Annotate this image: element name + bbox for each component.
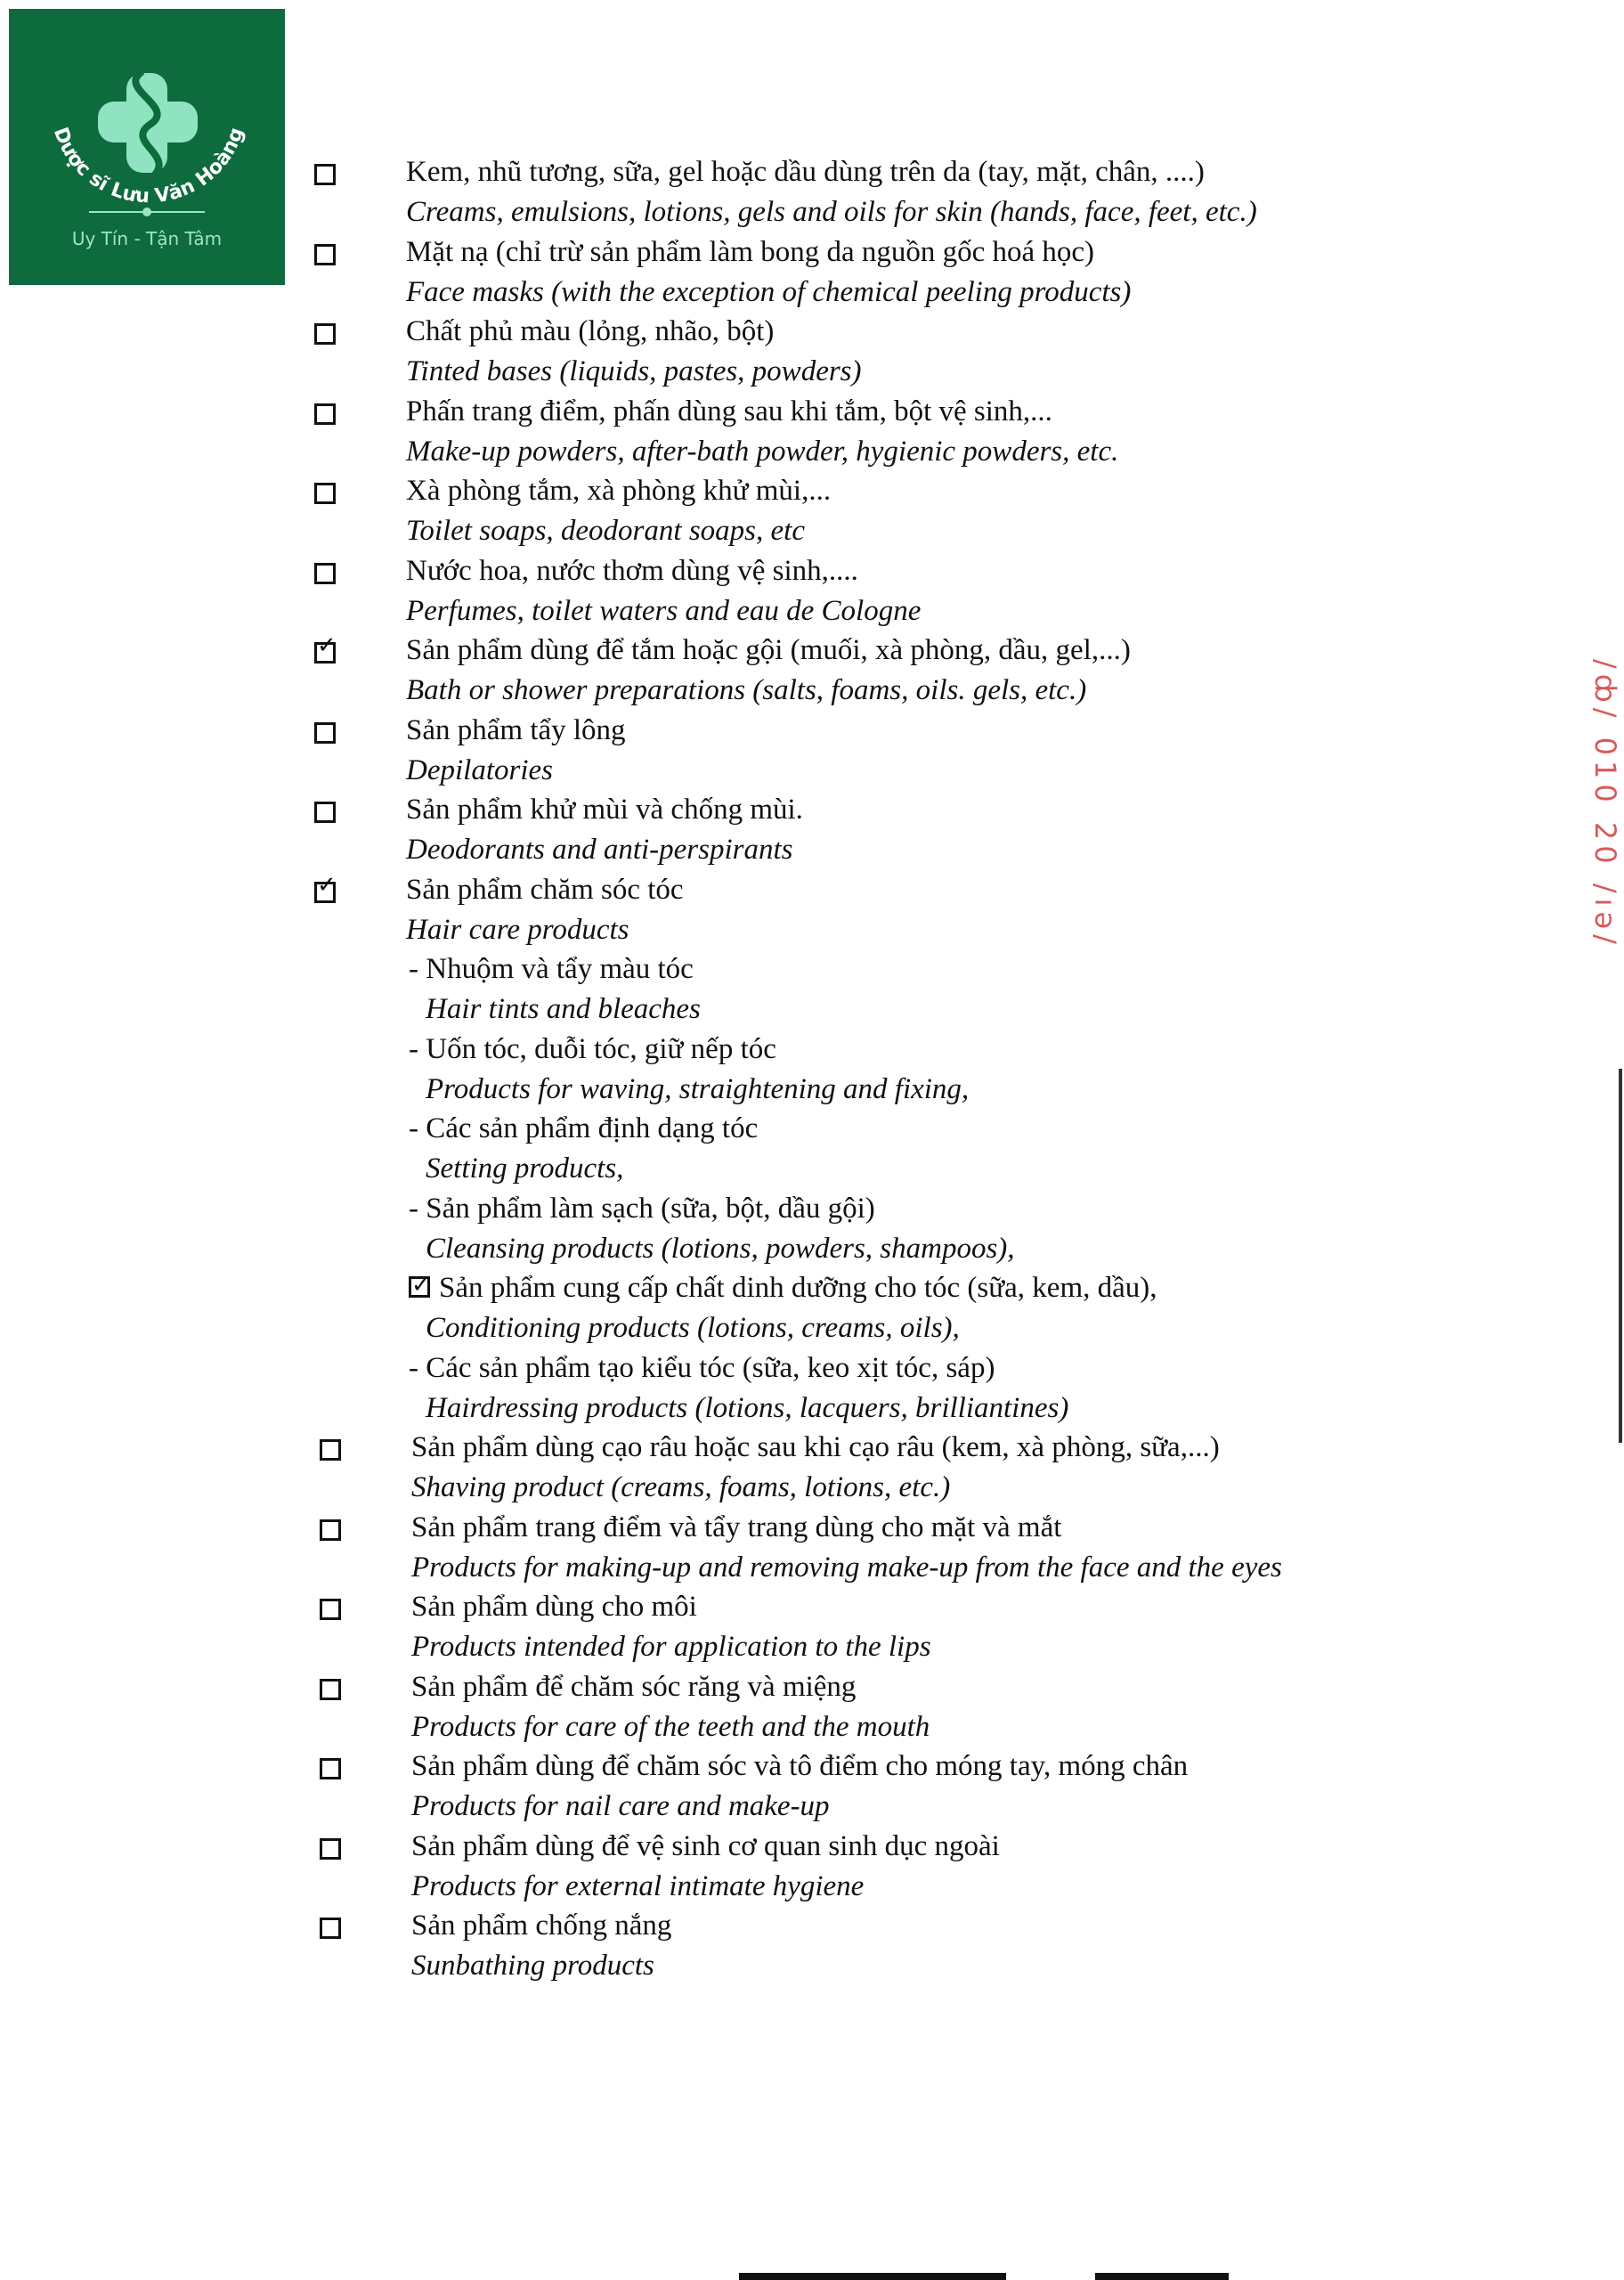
category-item-text-vi: Sản phẩm chống nắng — [411, 1910, 672, 1942]
bottom-scan-mark — [739, 2273, 1006, 2280]
category-item-label-vi — [406, 393, 1052, 430]
category-item-text-vi: Sản phẩm dùng cạo râu hoặc sau khi cạo râu (kem, xà phòng, sữa,...) — [411, 1431, 1220, 1463]
checkbox[interactable] — [314, 164, 336, 185]
category-item-label-en — [411, 1868, 864, 1905]
checkbox[interactable] — [320, 1758, 341, 1779]
category-item-label-en — [411, 1947, 654, 1984]
checkbox[interactable] — [320, 1679, 341, 1700]
category-item-label-vi — [406, 153, 1205, 191]
category-item-text-vi: Chất phủ màu (lỏng, nhão, bột) — [406, 315, 775, 347]
bottom-scan-mark — [1095, 2273, 1229, 2280]
category-item-label-vi — [411, 1668, 856, 1706]
category-item-label-en — [406, 831, 793, 868]
category-item-text-en: Hair care products — [406, 913, 629, 946]
category-item-text-en: Bath or shower preparations (salts, foams, oils. gels, etc.) — [406, 674, 1087, 706]
category-item-label-en — [411, 1628, 931, 1665]
category-item-label-en — [406, 672, 1086, 709]
category-item-text-en: Sunbathing products — [411, 1950, 654, 1982]
hair-subitem-text-vi: - Các sản phẩm định dạng tóc — [409, 1112, 759, 1144]
category-item-text-vi: Sản phẩm chăm sóc tóc — [406, 873, 684, 906]
category-item-label-vi — [411, 1747, 1188, 1785]
hair-subitem-text-vi: - Nhuộm và tẩy màu tóc — [409, 953, 694, 985]
category-item-label-vi — [406, 631, 1131, 669]
hair-subitem-text-en: Setting products, — [426, 1152, 624, 1185]
checkbox[interactable] — [320, 1918, 341, 1939]
category-item-text-vi: Sản phẩm dùng để chăm sóc và tô điểm cho móng tay, móng chân — [411, 1750, 1189, 1782]
margin-bar — [1619, 1069, 1622, 1443]
category-item-text-vi: Sản phẩm khử mùi và chống mùi. — [406, 794, 803, 826]
category-item-label-vi — [411, 1907, 671, 1944]
hair-subitem-text-vi: - Các sản phẩm tạo kiểu tóc (sữa, keo xịt tóc, sáp) — [409, 1351, 995, 1384]
category-item-text-en: Products for external intimate hygiene — [411, 1869, 865, 1902]
logo-arc-text: Dược sĩ Lưu Văn Hoàng — [48, 124, 249, 208]
category-item-text-en: Toilet soaps, deodorant soaps, etc — [406, 515, 805, 547]
category-item-label-en — [406, 512, 805, 550]
category-item-label-en — [411, 1708, 930, 1746]
category-item-text-en: Tinted bases (liquids, pastes, powders) — [406, 355, 862, 387]
category-item-text-vi: Phấn trang điểm, phấn dùng sau khi tắm, bột vệ sinh,... — [406, 395, 1052, 428]
category-item-text-en: Depilatories — [406, 753, 553, 786]
category-item-text-en: Make-up powders, after-bath powder, hygienic powders, etc. — [406, 435, 1119, 468]
category-item-label-en — [411, 1787, 830, 1825]
category-item-text-vi: Sản phẩm trang điểm và tẩy trang dùng cho mặt và mắt — [411, 1510, 1062, 1543]
category-item-label-en — [406, 273, 1131, 311]
category-item-label-vi — [406, 871, 684, 908]
category-item-label-en — [406, 592, 921, 630]
hair-subitem-text-vi: Sản phẩm cung cấp chất dinh dưỡng cho tóc (sữa, kem, dầu), — [439, 1272, 1157, 1304]
margin-stamp-text: /ȸ/ 010 20 /ıə/ — [1588, 659, 1622, 949]
category-item-label-en — [406, 193, 1257, 231]
category-item-text-en: Products for making-up and removing make-up from the face and the eyes — [411, 1551, 1282, 1584]
category-item-text-vi: Sản phẩm dùng để tắm hoặc gội (muối, xà phòng, dầu, gel,...) — [406, 634, 1131, 666]
checked-checkbox[interactable] — [314, 882, 336, 903]
category-item-label-vi — [406, 552, 858, 590]
checkbox[interactable] — [320, 1519, 341, 1541]
logo-tagline: Uy Tín - Tận Tâm — [71, 228, 223, 249]
category-item-text-vi: Sản phẩm tẩy lông — [406, 713, 626, 746]
hair-subitem-text-en: Conditioning products (lotions, creams, oils), — [426, 1312, 960, 1344]
category-item-label-vi — [411, 1429, 1220, 1466]
checkbox[interactable] — [314, 563, 336, 584]
checkbox[interactable] — [320, 1439, 341, 1461]
checkbox[interactable] — [320, 1599, 341, 1620]
category-item-label-vi — [411, 1828, 1000, 1865]
category-item-text-en: Products intended for application to the lips — [411, 1631, 931, 1663]
category-item-text-en: Shaving product (creams, foams, lotions, etc.) — [411, 1471, 951, 1503]
category-item-text-vi: Sản phẩm dùng cho môi — [411, 1591, 697, 1623]
hair-subitem-label-vi — [409, 1030, 776, 1068]
category-item-label-en — [406, 911, 629, 949]
category-item-text-en: Products for nail care and make-up — [411, 1790, 830, 1822]
hair-subitem-text-en: Cleansing products (lotions, powders, shampoos), — [426, 1232, 1015, 1265]
checkbox[interactable] — [314, 403, 336, 425]
category-item-label-vi — [406, 791, 803, 828]
category-item-text-en: Deodorants and anti-perspirants — [406, 834, 793, 866]
category-item-label-vi — [411, 1509, 1061, 1546]
hair-subitem-label-vi — [409, 1110, 758, 1147]
category-item-text-vi: Kem, nhũ tương, sữa, gel hoặc dầu dùng trên da (tay, mặt, chân, ....) — [406, 156, 1205, 188]
checkbox[interactable] — [314, 722, 336, 744]
hair-subitem-text-en: Products for waving, straightening and fixing, — [426, 1072, 970, 1105]
hair-subitem-label-en — [426, 990, 701, 1028]
hair-subitem-label-en — [426, 1071, 969, 1108]
category-item-label-en — [406, 353, 862, 390]
hair-subitem-label-en — [426, 1309, 960, 1347]
category-item-text-vi: Sản phẩm để chăm sóc răng và miệng — [411, 1670, 857, 1703]
checkbox[interactable] — [314, 802, 336, 823]
hair-subitem-text-en: Hair tints and bleaches — [426, 993, 701, 1025]
category-item-label-vi — [411, 1588, 697, 1625]
checked-checkbox[interactable] — [409, 1276, 430, 1298]
category-item-text-en: Products for care of the teeth and the mouth — [411, 1710, 930, 1743]
category-item-text-vi: Sản phẩm dùng để vệ sinh cơ quan sinh dục ngoài — [411, 1829, 1000, 1862]
hair-subitem-label-vi — [409, 950, 694, 988]
hair-subitem-text-vi: - Sản phẩm làm sạch (sữa, bột, dầu gội) — [409, 1192, 875, 1225]
category-item-label-vi — [406, 712, 626, 749]
checked-checkbox[interactable] — [314, 642, 336, 664]
hair-subitem-label-vi — [409, 1349, 995, 1387]
category-item-text-en: Creams, emulsions, lotions, gels and oils for skin (hands, face, feet, etc.) — [406, 196, 1257, 228]
category-item-text-vi: Xà phòng tắm, xà phòng khử mùi,... — [406, 475, 832, 507]
hair-subitem-label-vi — [409, 1269, 1157, 1307]
category-item-text-vi: Nước hoa, nước thơm dùng vệ sinh,.... — [406, 554, 858, 587]
hair-subitem-label-en — [426, 1150, 623, 1187]
checkbox[interactable] — [320, 1838, 341, 1860]
checkbox[interactable] — [314, 483, 336, 504]
hair-subitem-label-en — [426, 1389, 1068, 1427]
hair-subitem-label-en — [426, 1230, 1015, 1267]
category-item-label-en — [411, 1549, 1282, 1586]
category-item-label-en — [406, 433, 1118, 470]
category-item-text-en: Face masks (with the exception of chemical peeling products) — [406, 275, 1132, 308]
category-item-text-vi: Mặt nạ (chỉ trừ sản phẩm làm bong da nguồn gốc hoá học) — [406, 235, 1095, 268]
category-item-label-en — [411, 1469, 950, 1506]
hair-subitem-label-vi — [409, 1190, 875, 1227]
category-item-label-vi — [406, 233, 1094, 271]
category-item-text-en: Perfumes, toilet waters and eau de Cologne — [406, 594, 922, 627]
margin-stamp — [1587, 659, 1622, 962]
hair-subitem-text-vi: - Uốn tóc, duỗi tóc, giữ nếp tóc — [409, 1032, 776, 1065]
hair-subitem-text-en: Hairdressing products (lotions, lacquers, brilliantines) — [426, 1391, 1069, 1424]
checkbox[interactable] — [314, 244, 336, 265]
category-item-label-vi — [406, 313, 774, 350]
category-item-label-vi — [406, 472, 831, 509]
pharmacist-logo — [9, 9, 285, 285]
category-item-label-en — [406, 752, 553, 789]
checkbox[interactable] — [314, 323, 336, 345]
